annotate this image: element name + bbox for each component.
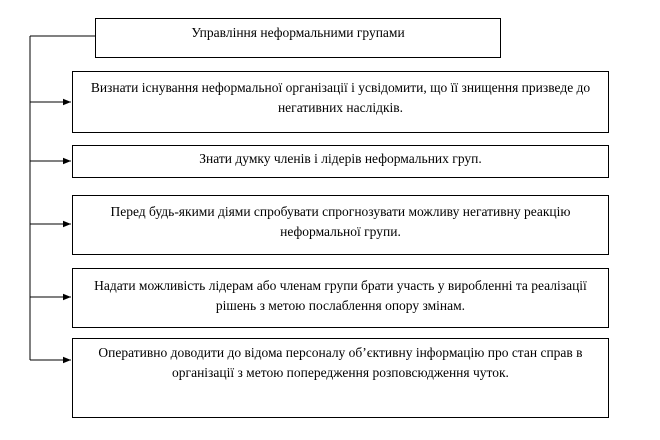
item-box-5 xyxy=(72,338,609,418)
diagram-title-box xyxy=(95,18,501,58)
item-text-3: Перед будь-якими діями спробувати спрогнозувати можливу негативну реакцію неформальної групи. xyxy=(110,204,571,239)
diagram-title: Управління неформальними групами xyxy=(191,25,405,40)
item-text-1: Визнати існування неформальної організації і усвідомити, що її знищення призведе до негативних наслідків. xyxy=(90,80,591,115)
item-text-4: Надати можливість лідерам або членам групи брати участь у виробленні та реалізації рішень з метою послаблення опору змінам. xyxy=(94,278,587,313)
item-box-4 xyxy=(72,268,609,328)
item-box-1 xyxy=(72,71,609,133)
item-box-2 xyxy=(72,145,609,178)
item-text-2: Знати думку членів і лідерів неформальних груп. xyxy=(199,151,482,166)
item-box-3 xyxy=(72,195,609,255)
item-text-5: Оперативно доводити до відома персоналу об’єктивну інформацію про стан справ в організації з метою попередження розповсюдження чуток. xyxy=(98,345,583,380)
